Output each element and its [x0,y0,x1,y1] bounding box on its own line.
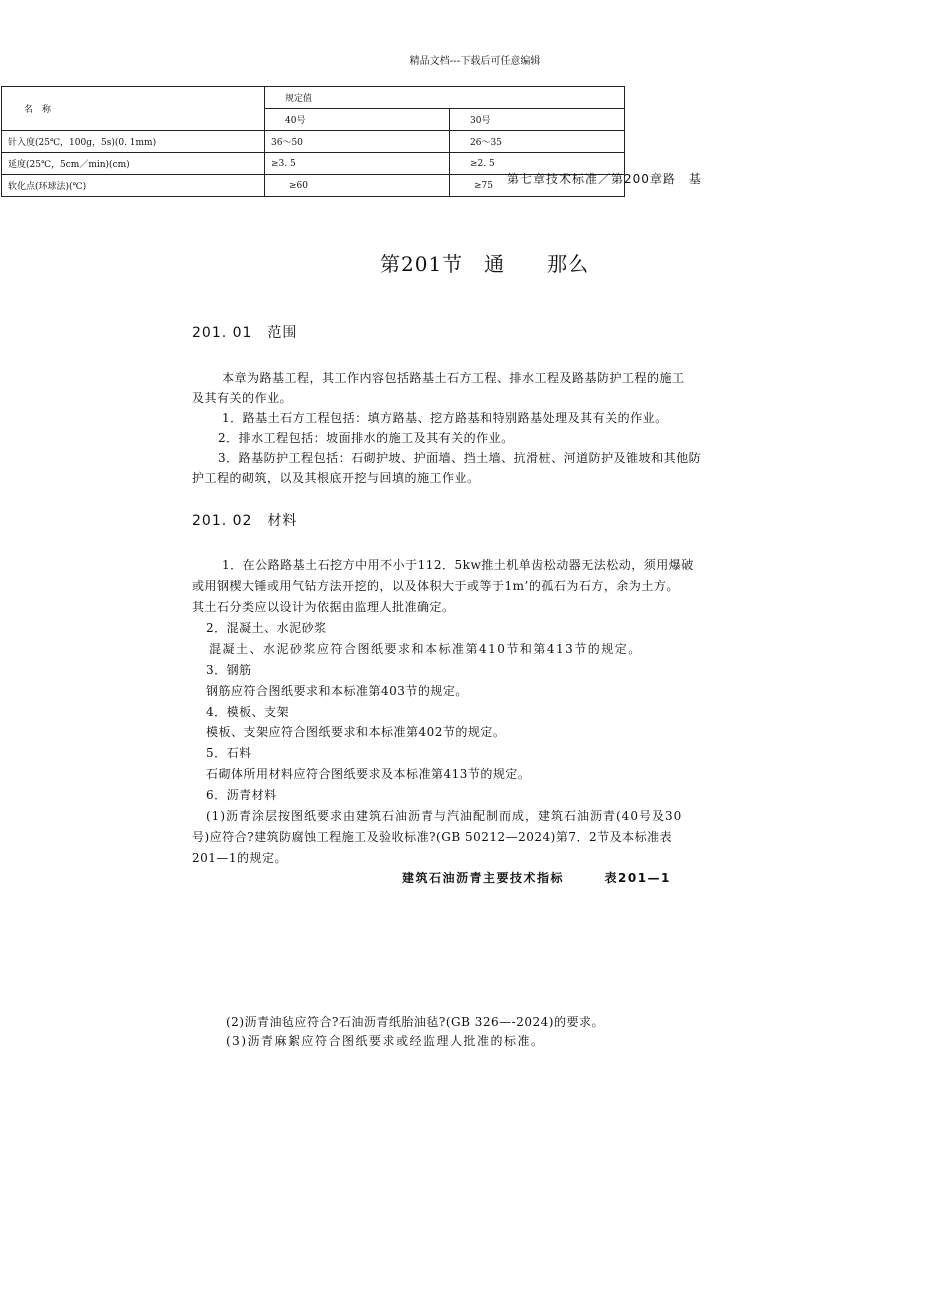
paragraph-line: 201—1的规定。 [192,851,288,865]
paragraph-line: 3．钢筋 [206,663,252,677]
paragraph-line: 混凝土、水泥砂浆应符合图纸要求和本标准第410节和第413节的规定。 [209,642,642,656]
table-cell-30: 26～35 [450,131,625,153]
table-col-30: 30号 [450,109,625,131]
paragraph-line: 号)应符合?建筑防腐蚀工程施工及验收标准?(GB 50212—2024)第7．2节及本标准表 [192,830,673,844]
paragraph-line: (3)沥青麻絮应符合图纸要求或经监理人批准的标准。 [226,1034,545,1048]
table-name-header: 名 称 [2,87,265,131]
table-cell-40: ≥60 [265,175,450,197]
paragraph-line: 4．模板、支架 [206,705,290,719]
paragraph-line: 1．路基土石方工程包括：填方路基、挖方路基和特别路基处理及其有关的作业。 [222,411,668,425]
table-cell-30: ≥2. 5 [450,153,625,175]
paragraph-line: 石砌体所用材料应符合图纸要求及本标准第413节的规定。 [206,767,531,781]
table-cell-name: 针入度(25℃，100g，5s)(0. 1mm) [2,131,265,153]
paragraph-line: 或用钢楔大锤或用气钻方法开挖的，以及体积大于或等于1m’的孤石为石方，余为土方。 [192,579,679,593]
table-row [2,131,625,153]
paragraph-line: (2)沥青油毡应符合?石油沥青纸胎油毡?(GB 326—-2024)的要求。 [226,1015,604,1029]
paragraph-line: 护工程的砌筑，以及其根底开挖与回填的施工作业。 [192,471,480,485]
paragraph-line: 3．路基防护工程包括：石砌护坡、护面墙、挡土墙、抗滑桩、河道防护及锥坡和其他防 [218,451,702,465]
heading-materials: 201. 02 材料 [192,513,298,529]
paragraph-line: 2．排水工程包括：坡面排水的施工及其有关的作业。 [218,431,514,445]
table-cell-name: 延度(25℃，5cm／min)(cm) [2,153,265,175]
heading-scope: 201. 01 范围 [192,325,298,341]
paragraph-line: 及其有关的作业。 [192,391,293,405]
paragraph-line: 5．石料 [206,746,252,760]
paragraph-line: 本章为路基工程，其工作内容包括路基土石方工程、排水工程及路基防护工程的施工 [222,371,685,385]
table-cell-40: 36～50 [265,131,450,153]
paragraph-line: (1)沥青涂层按图纸要求由建筑石油沥青与汽油配制而成，建筑石油沥青(40号及30 [206,809,683,823]
paragraph-line: 1．在公路路基土石挖方中用不小于112．5kw推土机单齿松动器无法松动，须用爆破 [222,558,694,572]
paragraph-line: 其土石分类应以设计为依据由监理人批准确定。 [192,600,455,614]
table-cell-30: ≥75 [450,175,625,197]
paragraph-line: 钢筋应符合图纸要求和本标准第403节的规定。 [206,684,468,698]
table-caption: 建筑石油沥青主要技术指标 表201—1 [402,871,671,885]
table-value-header: 规定值 [265,87,625,109]
table-cell-40: ≥3. 5 [265,153,450,175]
table-col-40: 40号 [265,109,450,131]
section-title: 第201节 通 那么 [380,252,590,276]
paragraph-line: 6．沥青材料 [206,788,277,802]
paragraph-line: 模板、支架应符合图纸要求和本标准第402节的规定。 [206,725,506,739]
page-banner: 精品文档---下载后可任意编辑 [409,56,541,67]
chapter-title: 第七章技术标准／第200章路 基 [507,172,702,186]
paragraph-line: 2．混凝土、水泥砂浆 [206,621,327,635]
table-cell-name: 软化点(环球法)(℃) [2,175,265,197]
